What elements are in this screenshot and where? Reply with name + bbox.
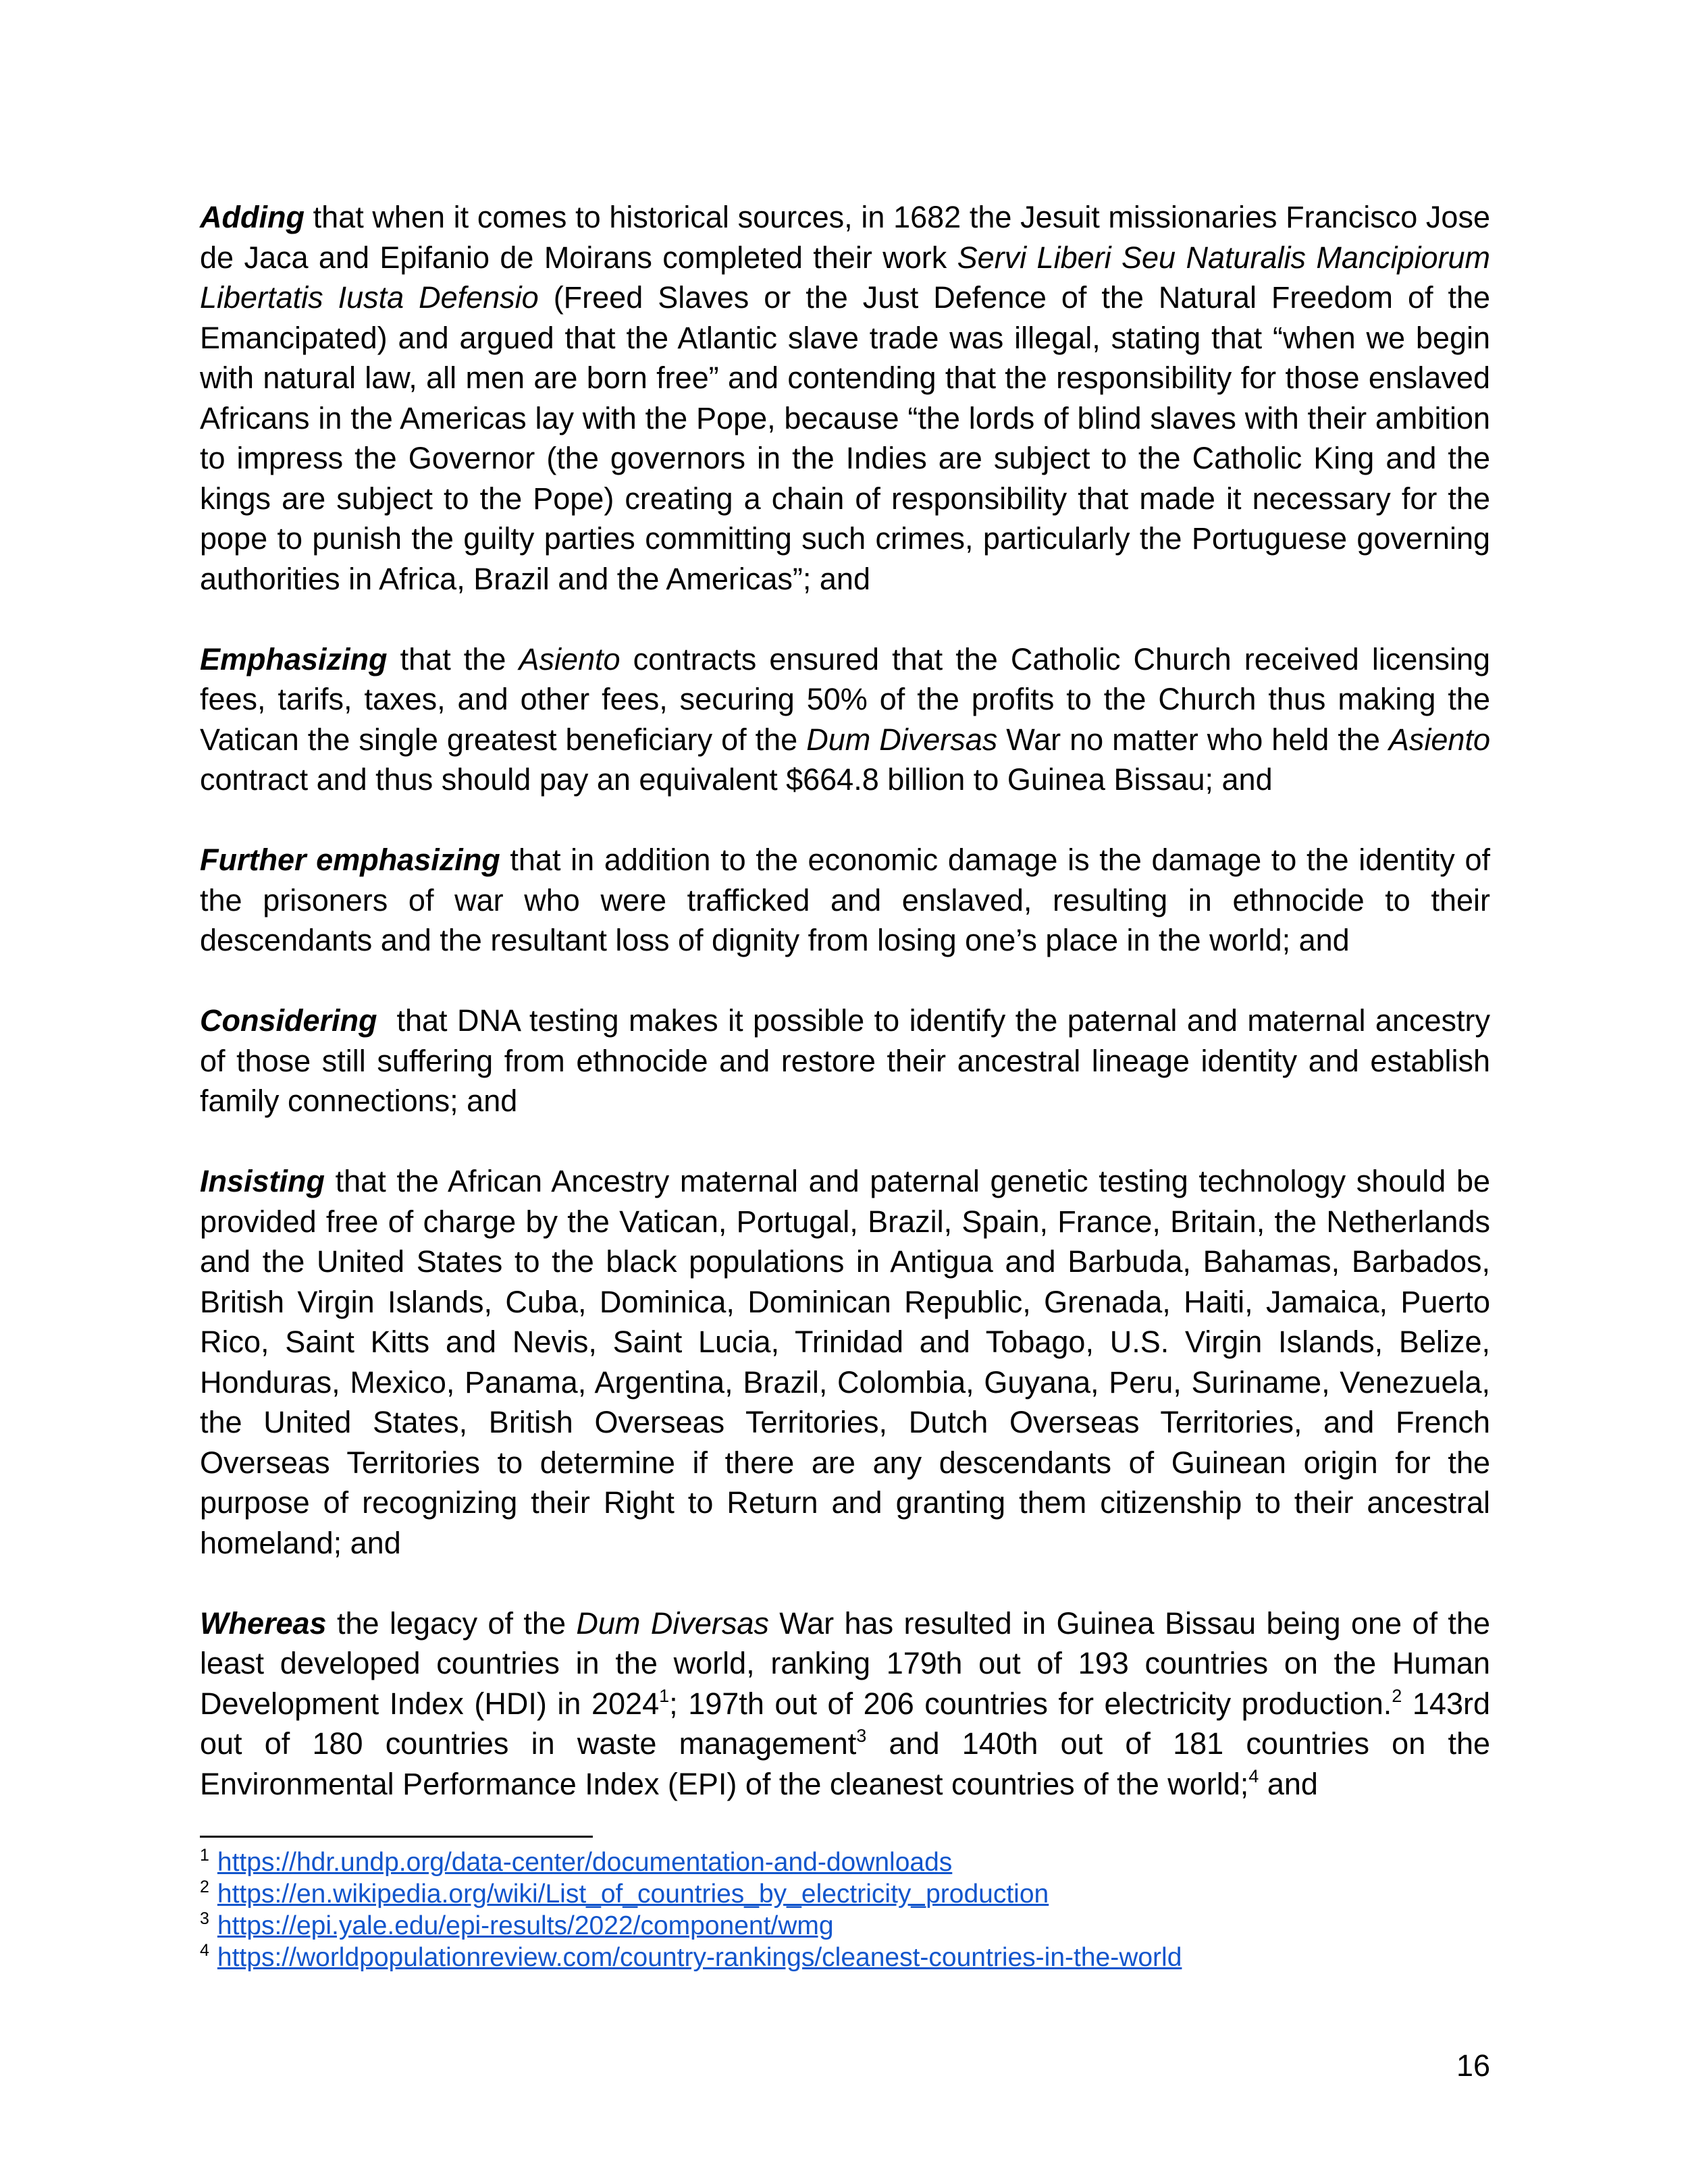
paragraph-emphasizing (200, 639, 1490, 800)
italic-term: Dum Diversas (806, 722, 998, 757)
work-title: Servi Liberi Seu Naturalis Mancipiorum Libertatis Iusta Defensio (200, 240, 1490, 315)
footnote-separator (200, 1836, 593, 1838)
footnote-number: 3 (200, 1909, 209, 1928)
footnote-reference[interactable]: 1 (659, 1685, 670, 1706)
footnote-reference[interactable]: 3 (856, 1726, 867, 1746)
clause-keyword: Adding (200, 200, 305, 234)
paragraph-insisting (200, 1161, 1490, 1563)
paragraph-text: the legacy of the (326, 1605, 577, 1641)
footnote (200, 1910, 1490, 1942)
paragraph-text: that in addition to the economic damage is the damage to the identity of the prisoners of war who were trafficked and enslaved, resulting in ethnocide to their descendants and the resultant loss of dignity from losing one’s place in the world; and (200, 843, 1490, 957)
paragraph-text: contracts ensured that the Catholic Church received licensing fees, tarifs, taxes, and other fees, securing 50% of the profits to the Church thus making the Vatican the single greatest beneficiary of the (200, 641, 1491, 757)
paragraph-further-emphasizing (200, 840, 1490, 961)
footnote-link[interactable]: https://hdr.undp.org/data-center/documentation-and-downloads (217, 1848, 953, 1877)
paragraph-text: that the (387, 641, 519, 676)
paragraph-text: War has resulted in Guinea Bissau being one of the least developed countries in the world, ranking 179th out of 193 countries on the Human Development Index (HDI) in 2024 (200, 1605, 1490, 1721)
footnote-reference[interactable]: 2 (1392, 1685, 1402, 1706)
footnotes (200, 1846, 1490, 1973)
italic-term: Asiento (1388, 722, 1490, 757)
clause-keyword: Emphasizing (200, 641, 388, 676)
footnote (200, 1846, 1490, 1878)
paragraph-whereas (200, 1603, 1490, 1805)
footnote-reference[interactable]: 4 (1248, 1765, 1259, 1786)
paragraph-text: that when it comes to historical sources, in 1682 the Jesuit missionaries Francisco Jose de Jaca and Epifanio de Moirans completed their work (200, 200, 1490, 275)
clause-keyword: Insisting (200, 1164, 325, 1198)
footnote (200, 1878, 1490, 1910)
italic-term: Asiento (519, 641, 621, 676)
paragraph-text: and 140th out of 181 countries on the Environmental Performance Index (EPI) of the cleanest countries of the world; (200, 1726, 1490, 1801)
clause-keyword: Considering (200, 1003, 377, 1038)
body-text (200, 197, 1499, 1804)
paragraph-text: that the African Ancestry maternal and paternal genetic testing technology should be provided free of charge by the Vatican, Portugal, Brazil, Spain, France, Britain, the Netherlands and the United States to the black populations in Antigua and Barbuda, Bahamas, Barbados, British Virgin Islands, Cuba, Dominica, Dominican Republic, Grenada, Haiti, Jamaica, Puerto Rico, Saint Kitts and Nevis, Saint Lucia, Trinidad and Tobago, U.S. Virgin Islands, Belize, Honduras, Mexico, Panama, Argentina, Brazil, Colombia, Guyana, Peru, Suriname, Venezuela, the United States, British Overseas Territories, Dutch Overseas Territories, and French Overseas Territories to determine if there are any descendants of Guinean origin for the purpose of recognizing their Right to Return and granting them citizenship to their ancestral homeland; and (200, 1164, 1490, 1560)
page-number: 16 (1456, 2048, 1490, 2083)
clause-keyword: Further emphasizing (200, 843, 500, 877)
footnote-number: 1 (200, 1846, 209, 1865)
paragraph-text: that DNA testing makes it possible to identify the paternal and maternal ancestry of those still suffering from ethnocide and restore their ancestral lineage identity and establish family connections; and (200, 1003, 1499, 1118)
paragraph-text: contract and thus should pay an equivalent $664.8 billion to Guinea Bissau; and (200, 762, 1273, 797)
italic-term: Dum Diversas (576, 1605, 769, 1641)
paragraph-text: (Freed Slaves or the Just Defence of the Natural Freedom of the Emancipated) and argued that the Atlantic slave trade was illegal, stating that “when we begin with natural law, all men are born free” and contending that the responsibility for those enslaved Africans in the Americas lay with the Pope, because “the lords of blind slaves with their ambition to impress the Governor (the governors in the Indies are subject to the Catholic King and the kings are subject to the Pope) creating a chain of responsibility that made it necessary for the pope to punish the guilty parties committing such crimes, particularly the Portuguese governing authorities in Africa, Brazil and the Americas”; and (200, 280, 1491, 596)
paragraph-text: 143rd out of 180 countries in waste management (200, 1686, 1490, 1761)
paragraph-text: and (1259, 1766, 1318, 1801)
paragraph-considering (200, 1001, 1499, 1121)
paragraph-text: ; 197th out of 206 countries for electricity production. (669, 1686, 1392, 1721)
paragraph-adding (200, 197, 1490, 599)
footnote-number: 4 (200, 1941, 209, 1960)
footnote-link[interactable]: https://epi.yale.edu/epi-results/2022/component/wmg (217, 1911, 834, 1940)
footnote (200, 1942, 1490, 1973)
footnote-link[interactable]: https://worldpopulationreview.com/country-rankings/cleanest-countries-in-the-world (217, 1943, 1182, 1972)
paragraph-text: War no matter who held the (997, 722, 1389, 757)
footnote-number: 2 (200, 1877, 209, 1896)
footnote-link[interactable]: https://en.wikipedia.org/wiki/List_of_countries_by_electricity_production (217, 1880, 1049, 1909)
clause-keyword: Whereas (200, 1605, 327, 1641)
